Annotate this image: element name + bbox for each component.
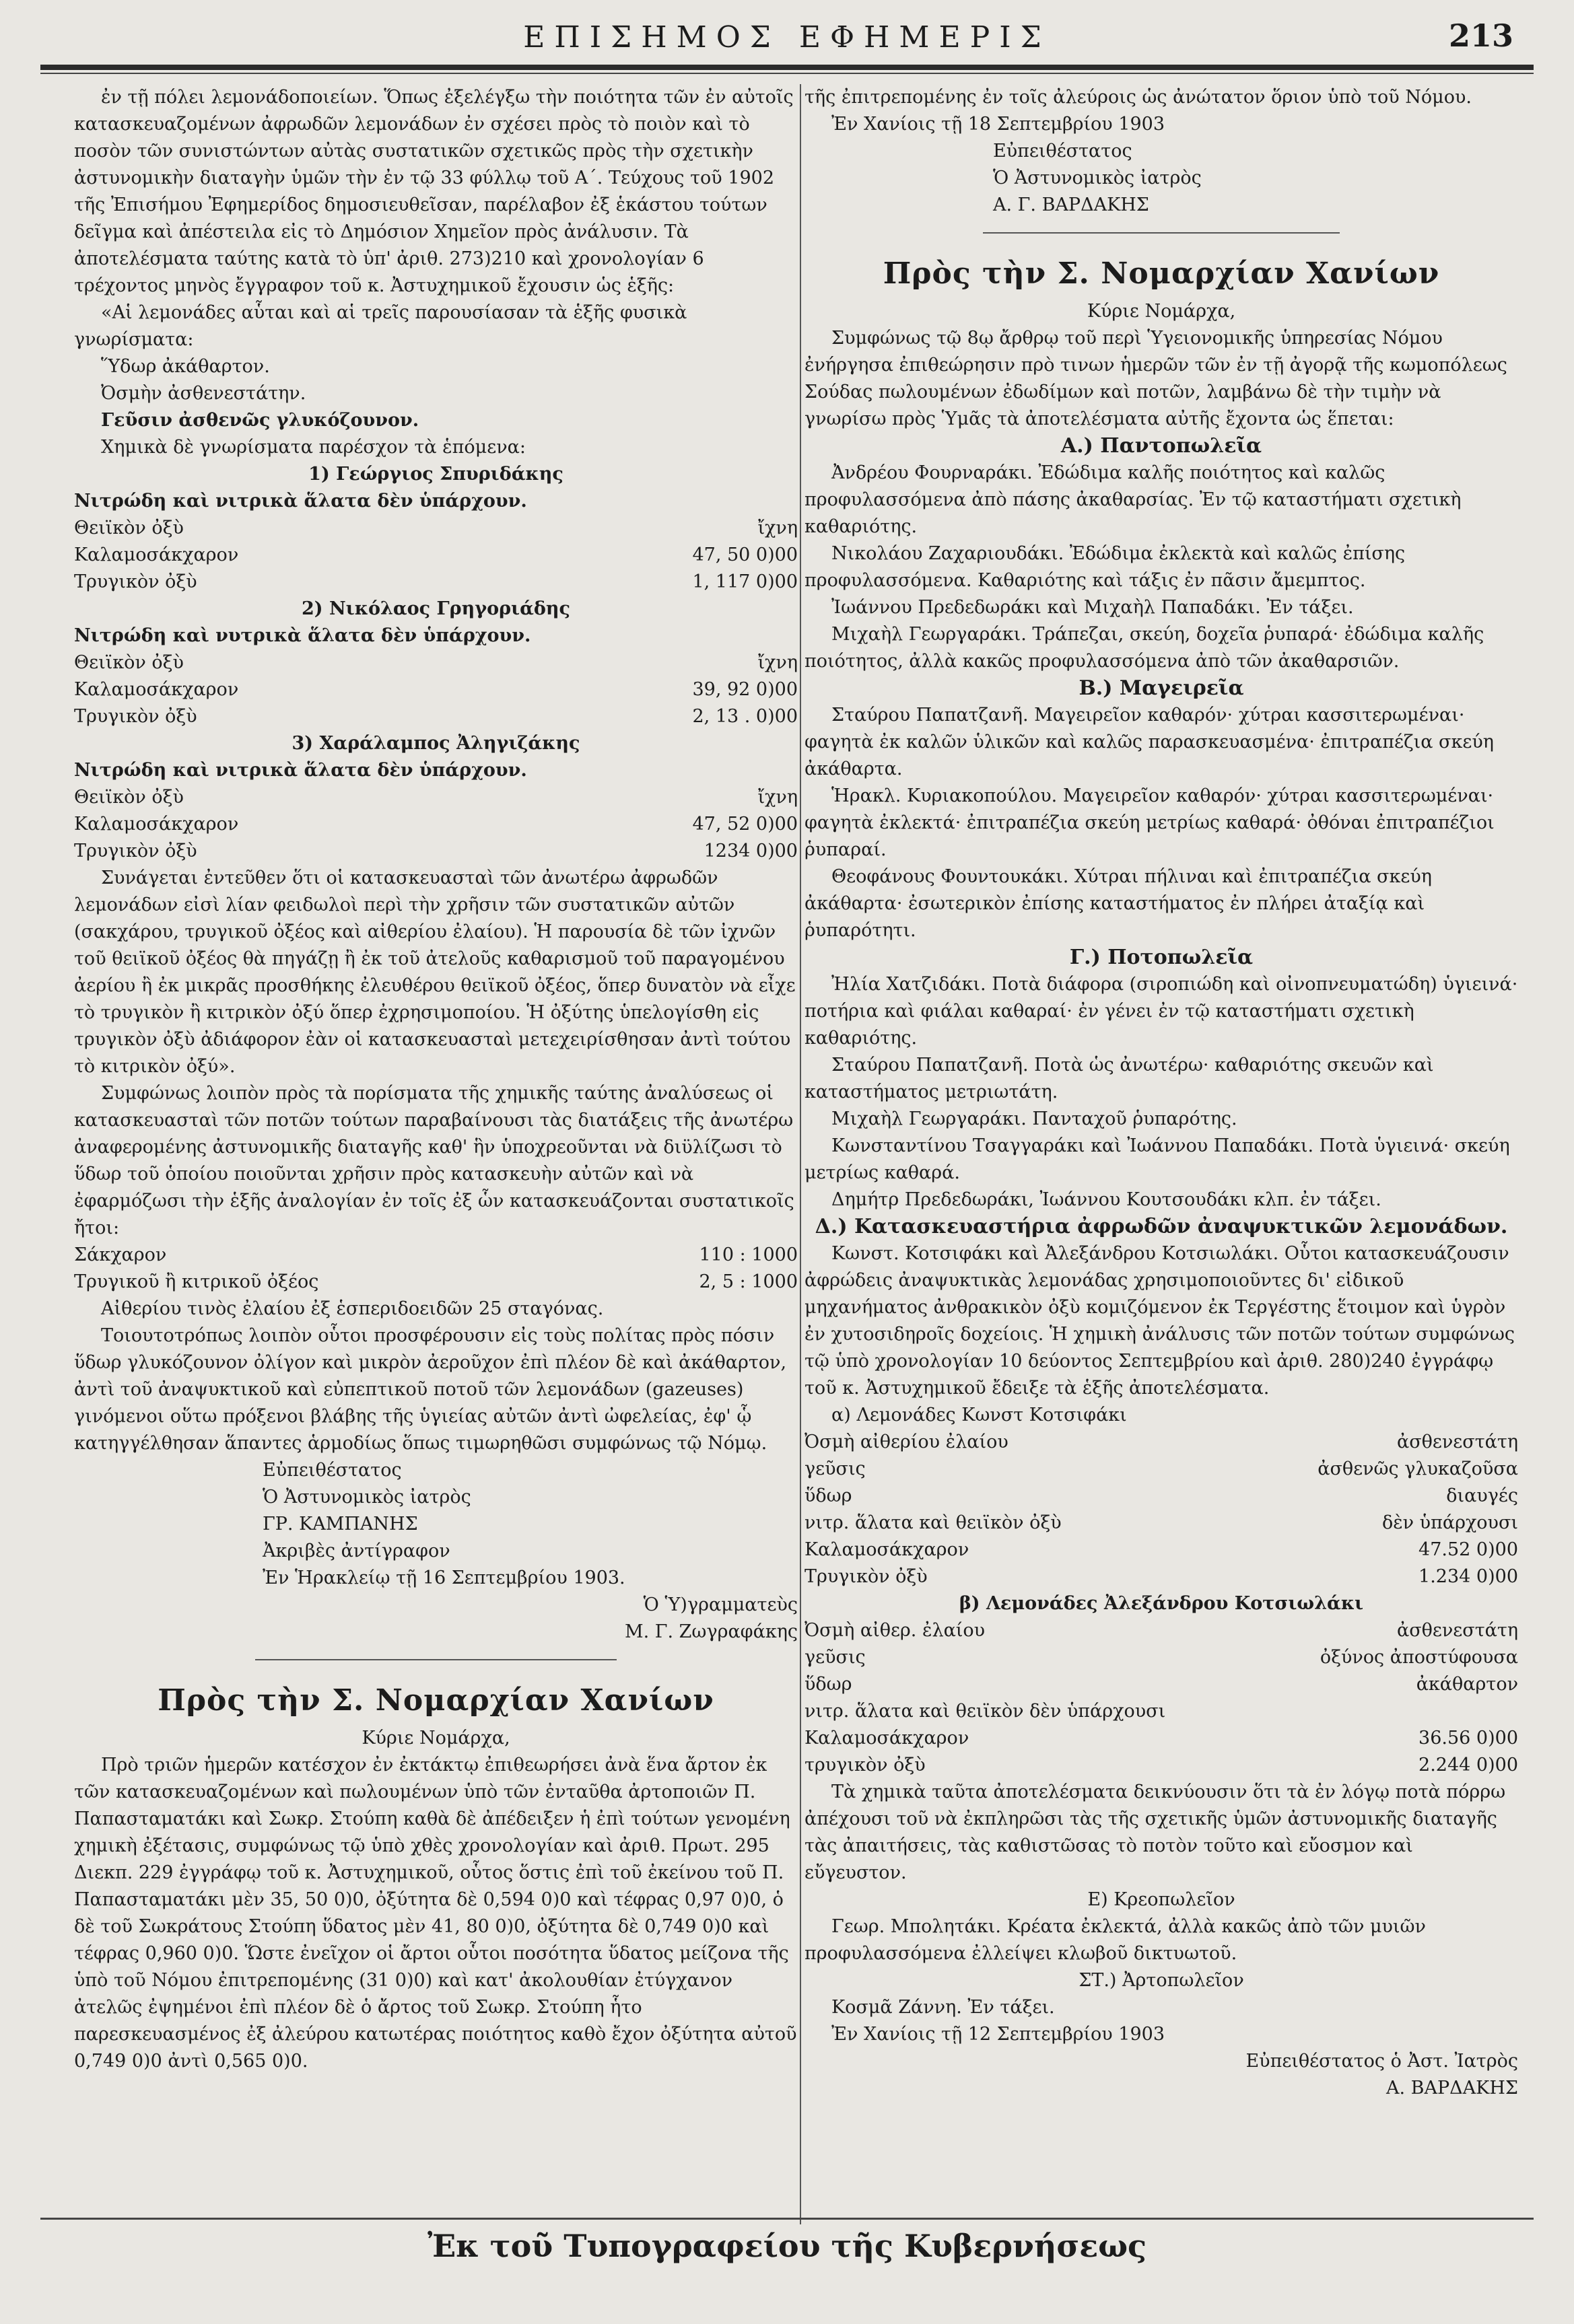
analysis-label: ὕδωρ — [805, 1485, 852, 1506]
separator — [255, 1659, 617, 1660]
left-intro-5: Γεῦσιν ἀσθενῶς γλυκόζουνον. — [101, 410, 419, 431]
conclusion-1: Συνάγεται ἐντεῦθεν ὅτι οἱ κατασκευασταὶ τῶν ἀνωτέρω ἀφρωδῶν λεμονάδων εἰσὶ λίαν φειδωλοὶ περὶ τὴν χρῆσιν τῶν συστατικῶν αὐτῶν (σακχάρου, τρυγικοῦ ὀξέος καὶ αἰθερίου ἐλαίου). Ἡ παρουσία δὲ τῶν ἰχνῶν τοῦ θειϊκοῦ ὀξέος θὰ πηγάζῃ ἢ ἐκ τοῦ ἀτελοῦς καθαρισμοῦ τοῦ παραγομένου ἀερίου ἢ ἐκ μικρᾶς προσθήκης ἐλευθέρου θειϊκοῦ ὀξέος, ὅπερ δυνατὸν νὰ εἶχε τὸ τρυγικὸν ἢ κιτρικὸν ὀξύ ὅπερ ἐχρησιμοποίου. Ἡ ὀξύτης ὑπελογίσθη εἰς τρυγικὸν ὀξὺ ἀδιάφορον ἐὰν οἱ κατασκευασταὶ μετεχειρίσθησαν ἀντὶ τούτου τὸ κιτρικὸν ὀξύ». — [74, 868, 796, 1077]
ratio-label: Σάκχαρον — [74, 1244, 167, 1265]
signature-line: Ἐν Ἡρακλείῳ τῇ 16 Σεπτεμβρίου 1903. — [263, 1568, 625, 1588]
salutation: Κύριε Νομάρχα, — [1087, 301, 1236, 322]
signature-line: Ὁ Ἀστυνομικὸς ἰατρὸς — [263, 1487, 471, 1508]
signature-line: ΓΡ. ΚΑΜΠΑΝΗΣ — [263, 1514, 418, 1535]
analysis-value: δὲν ὑπάρχουσι — [1381, 1512, 1518, 1533]
analysis-value: 36.56 0)00 — [1418, 1728, 1518, 1749]
analysis-label: Καλαμοσάκχαρον — [74, 544, 239, 565]
analysis-label: Θειϊκὸν ὀξὺ — [74, 518, 184, 538]
right-column — [805, 84, 1518, 2102]
analysis-title: β) Λεμονάδες Ἀλεξάνδρου Κοτσιωλάκι — [959, 1593, 1364, 1614]
shop-report: Ἠλία Χατζιδάκι. Ποτὰ διάφορα (σιροπιώδη καὶ οἰνοπνευματώδη) ὑγιεινά· ποτήρια καὶ φιάλαι καθαραί· ἐν γένει ἐν τῷ καταστήματι σχετικὴ καθαριότης. — [805, 974, 1518, 1049]
analysis-label: ὕδωρ — [805, 1674, 852, 1695]
header-rule-thin — [40, 73, 1534, 74]
analysis-title: α) Λεμονάδες Κωνστ Κοτσιφάκι — [831, 1405, 1127, 1425]
analysis-value: 1, 117 0)00 — [692, 571, 798, 592]
secretary-title: Ὁ Ὑ)γραμματεὺς — [643, 1594, 798, 1615]
analysis-value: ἀσθενεστάτη — [1396, 1620, 1518, 1641]
analysis-row — [74, 649, 798, 676]
analysis-label: Καλαμοσάκχαρον — [74, 679, 239, 700]
signature-line: Εὐπειθέστατος ὁ Ἀστ. Ἰατρὸς — [1245, 2051, 1518, 2072]
analysis-value: 39, 92 0)00 — [692, 679, 798, 700]
analysis-value: 1234 0)00 — [704, 841, 798, 861]
analysis-label: γεῦσις — [805, 1647, 866, 1668]
analysis-row — [74, 515, 798, 542]
analysis-row — [805, 1537, 1518, 1563]
analysis-row — [805, 1429, 1518, 1456]
left-intro-3: Ὕδωρ ἀκάθαρτον. — [101, 356, 270, 377]
analysis-value: 1.234 0)00 — [1418, 1566, 1518, 1587]
analysis-row — [805, 1671, 1518, 1698]
analysis-row — [74, 569, 798, 596]
ratio-row — [74, 1269, 798, 1296]
analysis-value: ἀσθενεστάτη — [1396, 1432, 1518, 1452]
nitrate-line: Νιτρώδη καὶ νιτρικὰ ἅλατα δὲν ὑπάρχουν. — [74, 491, 527, 512]
analysis-label: τρυγικὸν ὀξὺ — [805, 1755, 926, 1775]
subsection-title: Γ.) Ποτοπωλεῖα — [1069, 946, 1254, 969]
right-intro: τῆς ἐπιτρεπομένης ἐν τοῖς ἀλεύροις ὡς ἀνώτατον ὅριον ὑπὸ τοῦ Νόμου. — [805, 87, 1472, 108]
ratio-row — [74, 1242, 798, 1269]
analysis-label: νιτρ. ἅλατα καὶ θειϊκὸν ὀξὺ — [805, 1512, 1062, 1533]
shop-report: Σταύρου Παπατζανῆ. Μαγειρεῖον καθαρόν· χύτραι κασσιτερωμέναι· φαγητὰ ἐκ καλῶν ὑλικῶν καὶ καλῶς παρασκευασμένα· ἐπιτραπέζια σκεύη ἀκάθαρτα. — [805, 705, 1494, 779]
analysis-label: Καλαμοσάκχαρον — [805, 1728, 969, 1749]
signature-line: Ὁ Ἀστυνομικὸς ἰατρὸς — [993, 168, 1202, 188]
signature-block — [805, 138, 1518, 219]
analysis-row — [805, 1725, 1518, 1752]
signature-line: Εὐπειθέστατος — [263, 1460, 402, 1481]
ratio-value: 110 : 1000 — [699, 1244, 798, 1265]
analysis-label: Ὀσμὴ αἰθερίου ἐλαίου — [805, 1432, 1008, 1452]
date-line: Ἐν Χανίοις τῇ 12 Σεπτεμβρίου 1903 — [831, 2024, 1165, 2045]
analysis-groups — [74, 461, 798, 865]
date-line: Ἐν Χανίοις τῇ 18 Σεπτεμβρίου 1903 — [831, 114, 1165, 135]
subsection-title: Ε) Κρεοπωλεῖον — [1087, 1889, 1235, 1910]
analysis-value: 2.244 0)00 — [1418, 1755, 1518, 1775]
analysis-value: 47, 50 0)00 — [692, 544, 798, 565]
analysis-row — [74, 811, 798, 838]
left-intro-6: Χημικὰ δὲ γνωρίσματα παρέσχον τὰ ἑπόμενα: — [101, 437, 526, 458]
analysis-value: ἀσθενῶς γλυκαζοῦσα — [1318, 1458, 1518, 1479]
analysis-row — [74, 542, 798, 569]
masthead — [40, 17, 1534, 67]
signature-name: Α. ΒΑΡΔΑΚΗΣ — [1386, 2078, 1518, 2099]
left-intro-2: «Αἱ λεμονάδες αὗται καὶ αἱ τρεῖς παρουσίασαν τὰ ἑξῆς φυσικὰ γνωρίσματα: — [74, 302, 687, 350]
shop-report: Ἀνδρέου Φουρναράκι. Ἐδώδιμα καλῆς ποιότητος καὶ καλῶς προφυλασσόμενα ἀπὸ πάσης ἀκαθαρσίας. Ἐν τῷ καταστήματι σχετικὴ καθαριότης. — [805, 462, 1462, 537]
separator — [983, 232, 1340, 234]
analysis-b-table — [805, 1617, 1518, 1779]
signature-block — [74, 1457, 798, 1592]
nitrate-line: Νιτρώδη καὶ νιτρικὰ ἅλατα δὲν ὑπάρχουν. — [74, 760, 527, 781]
analysis-label: Τρυγικὸν ὀξὺ — [74, 841, 197, 861]
analysis-row — [805, 1617, 1518, 1644]
analysis-label: Τρυγικὸν ὀξὺ — [805, 1566, 928, 1587]
analysis-label: Τρυγικὸν ὀξὺ — [74, 571, 197, 592]
analysis-row — [805, 1563, 1518, 1590]
analysis-label: γεῦσις — [805, 1458, 866, 1479]
shop-report: Σταύρου Παπατζανῆ. Ποτὰ ὡς ἀνωτέρω· καθαριότης σκευῶν καὶ καταστήματος μετριωτάτη. — [805, 1055, 1434, 1102]
shop-report: Κωνσταντίνου Τσαγγαράκι καὶ Ἰωάννου Παπαδάκι. Ποτὰ ὑγιεινά· σκεύη μετρίως καθαρά. — [805, 1135, 1510, 1183]
left-column — [74, 84, 798, 2075]
analysis-label: Θειϊκὸν ὀξὺ — [74, 652, 184, 673]
group-name: 1) Γεώργιος Σπυριδάκης — [308, 464, 563, 485]
analysis-value: ἴχνη — [757, 518, 798, 538]
nitrate-line: Νιτρώδη καὶ νυτρικὰ ἅλατα δὲν ὑπάρχουν. — [74, 625, 531, 646]
shop-report: Δημήτρ Πρεδεδωράκι, Ἰωάννου Κουτσουδάκι κλπ. ἐν τάξει. — [831, 1189, 1381, 1210]
analysis-value — [1316, 1698, 1518, 1725]
group-name: 2) Νικόλαος Γρηγοριάδης — [302, 598, 570, 619]
inspection-sections — [805, 433, 1518, 1402]
conclusion-2: Συμφώνως λοιπὸν πρὸς τὰ πορίσματα τῆς χημικῆς ταύτης ἀναλύσεως οἱ κατασκευασταὶ τῶν ποτῶν τούτων παραβαίνουσι τὰς διατάξεις τῆς ἀνωτέρω ἀναφερομένης ἀστυνομικῆς διαταγῆς καθ' ἣν ὑποχρεοῦνται νὰ διϋλίζωσι τὸ ὕδωρ τοῦ ὁποίου ποιοῦνται χρῆσιν πρὸς κατασκευὴν αὐτῶν καὶ νὰ ἐφαρμόζωσι τὴν ἑξῆς ἀναλογίαν ἐν τοῖς ἐξ ὧν κατασκευάζονται συστατικοῖς ἤτοι: — [74, 1083, 794, 1238]
subsection-title: Α.) Παντοπωλεῖα — [1060, 434, 1262, 458]
footer-rule — [40, 2218, 1534, 2220]
column-rule — [800, 84, 801, 2224]
group-name: 3) Χαράλαμπος Ἀληγιζάκης — [292, 733, 580, 754]
ratio-value: 2, 5 : 1000 — [699, 1271, 798, 1292]
ratio-note: Αἰθερίου τινὸς ἐλαίου ἐξ ἑσπεριδοειδῶν 25 σταγόνας. — [101, 1298, 604, 1319]
analysis-note: Τὰ χημικὰ ταῦτα ἀποτελέσματα δεικνύουσιν ὅτι τὰ ἐν λόγῳ ποτὰ πόρρω ἀπέχουσι τοῦ νὰ ἐκπληρῶσι τὰς τῆς σχετικῆς ὑμῶν ἀστυνομικῆς διαταγῆς τὰς ἀπαιτήσεις, τὰς καθιστῶσας τὸ ποτὸν τοῦτο καὶ εὔοσμον καὶ εὔγευστον. — [805, 1782, 1506, 1883]
shop-report: Θεοφάνους Φουντουκάκι. Χύτραι πήλιναι καὶ ἐπιτραπέζια σκεύη ἀκάθαρτα· ἐσωτερικὸν ἐπίσης καταστήματος ἐν πλήρει ἀταξίᾳ καὶ ῥυπαρότητι. — [805, 866, 1432, 941]
left-intro-1: ἐν τῇ πόλει λεμονάδοποιείων. Ὅπως ἐξελέγξω τὴν ποιότητα τῶν ἐν αὐτοῖς κατασκευαζομένων ἀφρωδῶν λεμονάδων ἐν σχέσει πρὸς τὸ ποιὸν καὶ τὸ ποσὸν τῶν συνιστώντων αὐτὰς συστατικῶν σχετικῶς πρὸς τὴν σχετικὴν ἀστυνομικὴν διαταγὴν ὑμῶν τὴν ἐν τῷ 33 φύλλῳ τοῦ Α΄. Τεύχους τοῦ 1902 τῆς Ἐπισήμου Ἐφημερίδος δημοσιευθεῖσαν, παρέλαβον ἐξ ἑκάστου τούτων δεῖγμα καὶ ἀπέστειλα εἰς τὸ Δημόσιον Χημεῖον πρὸς ἀνάλυσιν. Τὰ ἀποτελέσματα ταύτης κατὰ τὸ ὑπ' ἀριθ. 273)210 καὶ χρονολογίαν 6 τρέχοντος μηνὸς ἔγγραφον τοῦ κ. Ἀστυχημικοῦ ἔχουσιν ὡς ἑξῆς: — [74, 87, 794, 296]
analysis-value: 47, 52 0)00 — [692, 814, 798, 835]
analysis-row — [74, 676, 798, 703]
analysis-value: ἀκάθαρτον — [1416, 1674, 1518, 1695]
shop-report: Μιχαὴλ Γεωργαράκι. Πανταχοῦ ῥυπαρότης. — [831, 1108, 1237, 1129]
signature-line: Ἀκριβὲς ἀντίγραφον — [263, 1541, 450, 1561]
shop-report: Ἰωάννου Πρεδεδωράκι καὶ Μιχαὴλ Παπαδάκι. Ἐν τάξει. — [831, 597, 1354, 618]
gazette-title: ΕΠΙΣΗΜΟΣ ΕΦΗΜΕΡΙΣ — [523, 20, 1051, 55]
page-number: 213 — [1448, 17, 1513, 54]
analysis-value: ἴχνη — [757, 652, 798, 673]
analysis-a-table — [805, 1429, 1518, 1590]
analysis-row — [74, 703, 798, 730]
section-heading: Πρὸς τὴν Σ. Νομαρχίαν Χανίων — [158, 1683, 714, 1718]
inspection-intro: Συμφώνως τῷ 8ῳ ἄρθρῳ τοῦ περὶ Ὑγειονομικῆς ὑπηρεσίας Νόμου ἐνήργησα ἐπιθεώρησιν πρὸ τινων ἡμερῶν τῶν ἐν τῇ ἀγορᾷ τῆς κωμοπόλεως Σούδας πωλουμένων ἐδωδίμων καὶ ποτῶν, λαμβάνω δὲ τὴν τιμὴν νὰ γνωρίσω πρὸς Ὑμᾶς τὰ ἀποτελέσματα αὐτῆς ἔχοντα ὡς ἕπεται: — [805, 328, 1507, 429]
analysis-label: νιτρ. ἅλατα καὶ θειϊκὸν δὲν ὑπάρχουσι — [805, 1701, 1166, 1722]
header-rule — [40, 65, 1534, 70]
signature-line: Α. Γ. ΒΑΡΔΑΚΗΣ — [993, 195, 1149, 215]
subsection-title: Δ.) Κατασκευαστήρια ἀφρωδῶν ἀναψυκτικῶν λεμονάδων. — [815, 1215, 1508, 1238]
butcher-report: Γεωρ. Μπολητάκι. Κρέατα ἐκλεκτά, ἀλλὰ κακῶς ἀπὸ τῶν μυιῶν προφυλασσόμενα ἐλλείψει κλωβοῦ δικτυωτοῦ. — [805, 1916, 1426, 1964]
analysis-label: Τρυγικὸν ὀξὺ — [74, 706, 197, 727]
shop-report: Μιχαὴλ Γεωργαράκι. Τράπεζαι, σκεύη, δοχεῖα ῥυπαρά· ἐδώδιμα καλῆς ποιότητος, ἀλλὰ κακῶς προφυλασσόμενα ἀπὸ τῶν ἀκαθαρσιῶν. — [805, 624, 1484, 672]
bakery-report: Κοσμᾶ Ζάννη. Ἐν τάξει. — [831, 1997, 1055, 2018]
analysis-value: ὀξύνος ἀποστύφουσα — [1320, 1647, 1518, 1668]
salutation: Κύριε Νομάρχα, — [362, 1728, 510, 1749]
analysis-row — [805, 1456, 1518, 1483]
analysis-value: διαυγές — [1446, 1485, 1518, 1506]
analysis-value: ἴχνη — [757, 787, 798, 808]
subsection-title: ΣΤ.) Ἀρτοπωλεῖον — [1079, 1970, 1244, 1991]
analysis-value: 47.52 0)00 — [1418, 1539, 1518, 1560]
ratio-label: Τρυγικοῦ ἢ κιτρικοῦ ὀξέος — [74, 1271, 319, 1292]
section-heading: Πρὸς τὴν Σ. Νομαρχίαν Χανίων — [883, 256, 1440, 291]
analysis-value: 2, 13 . 0)00 — [692, 706, 798, 727]
shop-report: Ἡρακλ. Κυριακοπούλου. Μαγειρεῖον καθαρόν· χύτραι κασσιτερωμέναι· φαγητὰ ἐκλεκτά· ἐπιτραπέζια σκεύη μετρίως καθαρά· ὀθόναι ἐπιτραπέζιοι ῥυπαραί. — [805, 785, 1495, 860]
closing-paragraph: Τοιουτοτρόπως λοιπὸν οὗτοι προσφέρουσιν εἰς τοὺς πολίτας πρὸς πόσιν ὕδωρ γλυκόζουνον ὀλίγον καὶ μικρὸν ἀεροῦχον ἐπὶ πλέον δὲ καὶ ἀκάθαρτον, ἀντὶ τοῦ ἀναψυκτικοῦ καὶ εὐπεπτικοῦ ποτοῦ τῶν λεμονάδων (gazeuses) γινόμενοι οὕτω πρόξενοι βλάβης τῆς ὑγιείας αὐτῶν ἀντὶ ὠφελείας, ἐφ' ᾧ κατηγγέλθησαν ἅπαντες ἁρμοδίως ὅπως τιμωρηθῶσι συμφώνως τῷ Νόμῳ. — [74, 1325, 787, 1454]
analysis-row — [805, 1483, 1518, 1510]
analysis-row — [805, 1510, 1518, 1537]
analysis-row — [805, 1698, 1518, 1725]
subsection-title: Β.) Μαγειρεῖα — [1079, 676, 1244, 700]
analysis-label: Θειϊκὸν ὀξὺ — [74, 787, 184, 808]
analysis-label: Καλαμοσάκχαρον — [74, 814, 239, 835]
left-intro-4: Ὀσμὴν ἀσθενεστάτην. — [101, 383, 306, 404]
secretary-name: Μ. Γ. Ζωγραφάκης — [624, 1621, 798, 1642]
analysis-row — [74, 838, 798, 865]
analysis-row — [805, 1752, 1518, 1779]
printer-footer: Ἐκ τοῦ Τυπογραφείου τῆς Κυβερνήσεως — [427, 2228, 1147, 2264]
analysis-row — [805, 1644, 1518, 1671]
shop-report: Νικολάου Ζαχαριουδάκι. Ἐδώδιμα ἐκλεκτὰ καὶ καλῶς ἐπίσης προφυλασσόμενα. Καθαριότης καὶ τάξις ἐν πᾶσιν ἄμεμπτος. — [805, 543, 1406, 591]
analysis-label: Καλαμοσάκχαρον — [805, 1539, 969, 1560]
analysis-row — [74, 784, 798, 811]
analysis-label: Ὀσμὴ αἰθερ. ἐλαίου — [805, 1620, 986, 1641]
shop-report: Κωνστ. Κοτσιφάκι καὶ Ἀλεξάνδρου Κοτσιωλάκι. Οὗτοι κατασκευάζουσιν ἀφρώδεις ἀναψυκτικὰς λεμονάδας χρησιμοποιοῦντες δι' εἰδικοῦ μηχανήματος ἀνθρακικὸν ὀξὺ κομιζόμενον ἐκ Τεργέστης ἕτοιμον καὶ ὑγρὸν ἐν χυτοσιδηροῖς δοχείοις. Ἡ χημικὴ ἀνάλυσις τῶν ποτῶν τούτων συμφώνως τῷ ὑπὸ χρονολογίαν 10 δεύοντος Σεπτεμβρίου καὶ ἀριθ. 280)240 ἐγγράφῳ τοῦ κ. Ἀστυχημικοῦ ἔδειξε τὰ ἑξῆς ἀποτελέσματα. — [805, 1243, 1515, 1399]
bread-report: Πρὸ τριῶν ἡμερῶν κατέσχον ἐν ἐκτάκτῳ ἐπιθεωρήσει ἀνὰ ἕνα ἄρτον ἐκ τῶν κατασκευαζομένων καὶ πωλουμένων ὑπὸ τῶν ἐνταῦθα ἀρτοποιῶν Π. Παπασταματάκι καὶ Σωκρ. Στούπη καθὰ δὲ ἀπέδειξεν ἡ ἐπὶ τούτων γενομένη χημικὴ ἐξέτασις, συμφώνως τῷ ὑπὸ χθὲς χρονολογίαν καὶ ἀριθ. Πρωτ. 295 Διεκπ. 229 ἐγγράφῳ τοῦ κ. Ἀστυχημικοῦ, οὗτος ὅστις ἐπὶ τοῦ ἐκείνου τοῦ Π. Παπασταματάκι μὲν 35, 50 0)0, ὀξύτητα δὲ 0,594 0)0 καὶ τέφρας 0,97 0)0, ὁ δὲ τοῦ Σωκράτους Στούπη ὕδατος μὲν 41, 80 0)0, ὀξύτητα δὲ 0,749 0)0 καὶ τέφρας 0,960 0)0. Ὥστε ἐνεῖχον οἱ ἄρτοι οὗτοι ποσότητα ὕδατος μείζονα τῆς ὑπὸ τοῦ Νόμου ἐπιτρεπομένης (31 0)0) καὶ κατ' ἀκολουθίαν ἐτύγχανον ἀτελῶς ἐψημένοι ἐπὶ πλέον δὲ ὁ ἄρτος τοῦ Σωκρ. Στούπη ἧτο παρεσκευασμένος ἐξ ἀλεύρου κατωτέρας ποιότητος καθὸ ἔχον ὀξύτητα αὐτοῦ 0,749 0)0 ἀντὶ 0,565 0)0. — [74, 1755, 797, 2072]
signature-line: Εὐπειθέστατος — [993, 141, 1132, 162]
